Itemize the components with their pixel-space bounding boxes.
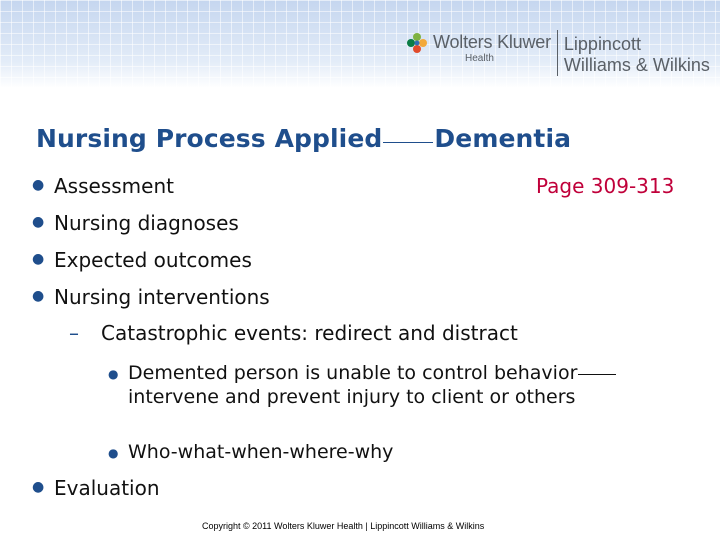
bullet-dot-icon: ●	[32, 251, 45, 267]
slide-title	[36, 124, 571, 153]
sub-bullet-catastrophic-events	[69, 321, 518, 345]
logo-partner-line1: Lippincott	[563, 34, 641, 54]
bullet-assessment	[32, 174, 174, 198]
bullet-dot-icon: ●	[32, 177, 45, 193]
subsub-bullet-who-what	[108, 440, 394, 464]
logo-brand-sub: Health	[465, 53, 494, 64]
subsub-text-part2: intervene and prevent injury to client or others	[128, 386, 576, 408]
bullet-dot-icon: ●	[108, 367, 119, 381]
bullet-dot-icon: ●	[32, 479, 45, 495]
bullet-nursing-diagnoses	[32, 211, 239, 235]
bullet-dot-icon: ●	[32, 288, 45, 304]
bullet-text: Evaluation	[54, 476, 160, 500]
bullet-nursing-interventions	[32, 285, 270, 309]
subsub-text-part1: Demented person is unable to control behavior	[128, 362, 578, 384]
bullet-dot-icon: ●	[108, 446, 119, 460]
slide-title-part1: Nursing Process Applied	[36, 124, 383, 153]
bullet-evaluation	[32, 476, 160, 500]
logo-brand-name: Wolters Kluwer	[433, 32, 551, 52]
logo-divider	[557, 30, 558, 76]
copyright-footer: Copyright © 2011 Wolters Kluwer Health | Lippincott Williams & Wilkins	[202, 521, 485, 531]
publisher-logo	[406, 28, 718, 78]
bullet-expected-outcomes	[32, 248, 252, 272]
subsub-text: Who-what-when-where-why	[128, 441, 394, 463]
inline-dash	[578, 364, 616, 375]
title-dash	[383, 128, 433, 143]
bullet-text: Nursing diagnoses	[54, 211, 239, 235]
bullet-text: Expected outcomes	[54, 248, 252, 272]
bullet-dot-icon: ●	[32, 214, 45, 230]
slide-title-part2: Dementia	[434, 124, 572, 153]
logo-partner	[564, 34, 710, 76]
sub-bullet-text: Catastrophic events: redirect and distract	[101, 321, 518, 345]
logo-brand-block	[433, 28, 551, 64]
bullet-text: Assessment	[54, 174, 174, 198]
wolters-kluwer-logo-icon	[406, 32, 428, 54]
logo-partner-line2: Williams & Wilkins	[563, 55, 710, 75]
bullet-text: Nursing interventions	[54, 285, 270, 309]
sub-bullet-dash-icon: –	[69, 321, 79, 345]
page-reference: Page 309-313	[536, 174, 675, 198]
subsub-bullet-demented-person	[108, 361, 698, 409]
